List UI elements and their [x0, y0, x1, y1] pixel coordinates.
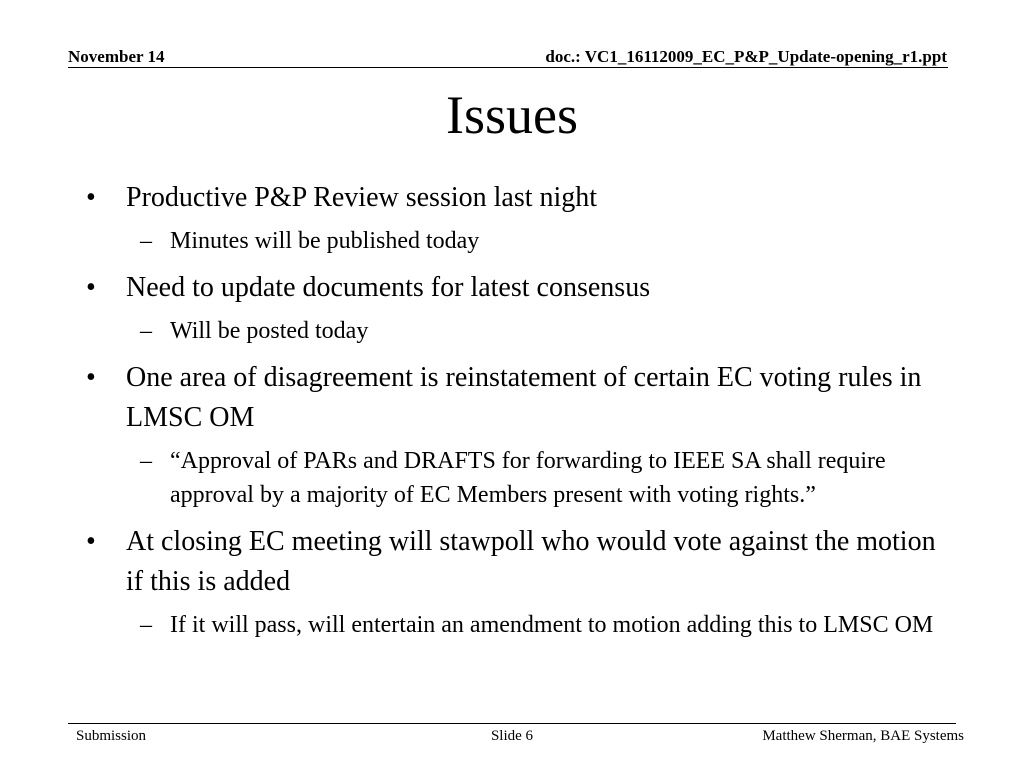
sub-bullet-text: If it will pass, will entertain an amendment to motion adding this to LMSC OM: [170, 612, 934, 638]
sub-bullet-text: Will be posted today: [170, 318, 369, 344]
footer-author: Matthew Sherman, BAE Systems: [762, 728, 964, 744]
sub-bullet-item: [86, 314, 956, 348]
footer-slide-number: Slide 6: [490, 728, 534, 744]
bullet-item: [86, 268, 956, 308]
bullet-item: [86, 178, 956, 218]
bullet-icon: •: [86, 526, 96, 557]
dash-icon: –: [140, 612, 152, 638]
bullet-text: One area of disagreement is reinstatement of certain EC voting rules in LMSC OM: [126, 362, 922, 433]
bullet-text: At closing EC meeting will stawpoll who would vote against the motion if this is added: [126, 526, 936, 597]
bullet-icon: •: [86, 272, 96, 303]
sub-bullet-item: [86, 444, 956, 512]
sub-bullet-item: [86, 608, 956, 642]
sub-bullet-item: [86, 224, 956, 258]
dash-icon: –: [140, 448, 152, 474]
sub-bullet-text: Minutes will be published today: [170, 228, 480, 254]
bullet-text: Productive P&P Review session last night: [126, 182, 598, 213]
slide-title: Issues: [446, 85, 578, 145]
slide-content: [86, 178, 956, 642]
bullet-icon: •: [86, 362, 96, 393]
bullet-icon: •: [86, 182, 96, 213]
footer-rule: [68, 723, 956, 724]
sub-bullet-text: “Approval of PARs and DRAFTS for forwarding to IEEE SA shall require approval by a majority of EC Members present with voting rights.”: [170, 448, 886, 508]
header-rule: [68, 67, 948, 68]
header-date: November 14: [68, 47, 165, 66]
bullet-item: [86, 358, 956, 438]
dash-icon: –: [140, 318, 152, 344]
footer-submission: Submission: [76, 728, 147, 744]
dash-icon: –: [140, 228, 152, 254]
bullet-text: Need to update documents for latest consensus: [126, 272, 651, 303]
header-doc-name: doc.: VC1_16112009_EC_P&P_Update-opening_r1.ppt: [545, 47, 947, 66]
bullet-item: [86, 522, 956, 602]
